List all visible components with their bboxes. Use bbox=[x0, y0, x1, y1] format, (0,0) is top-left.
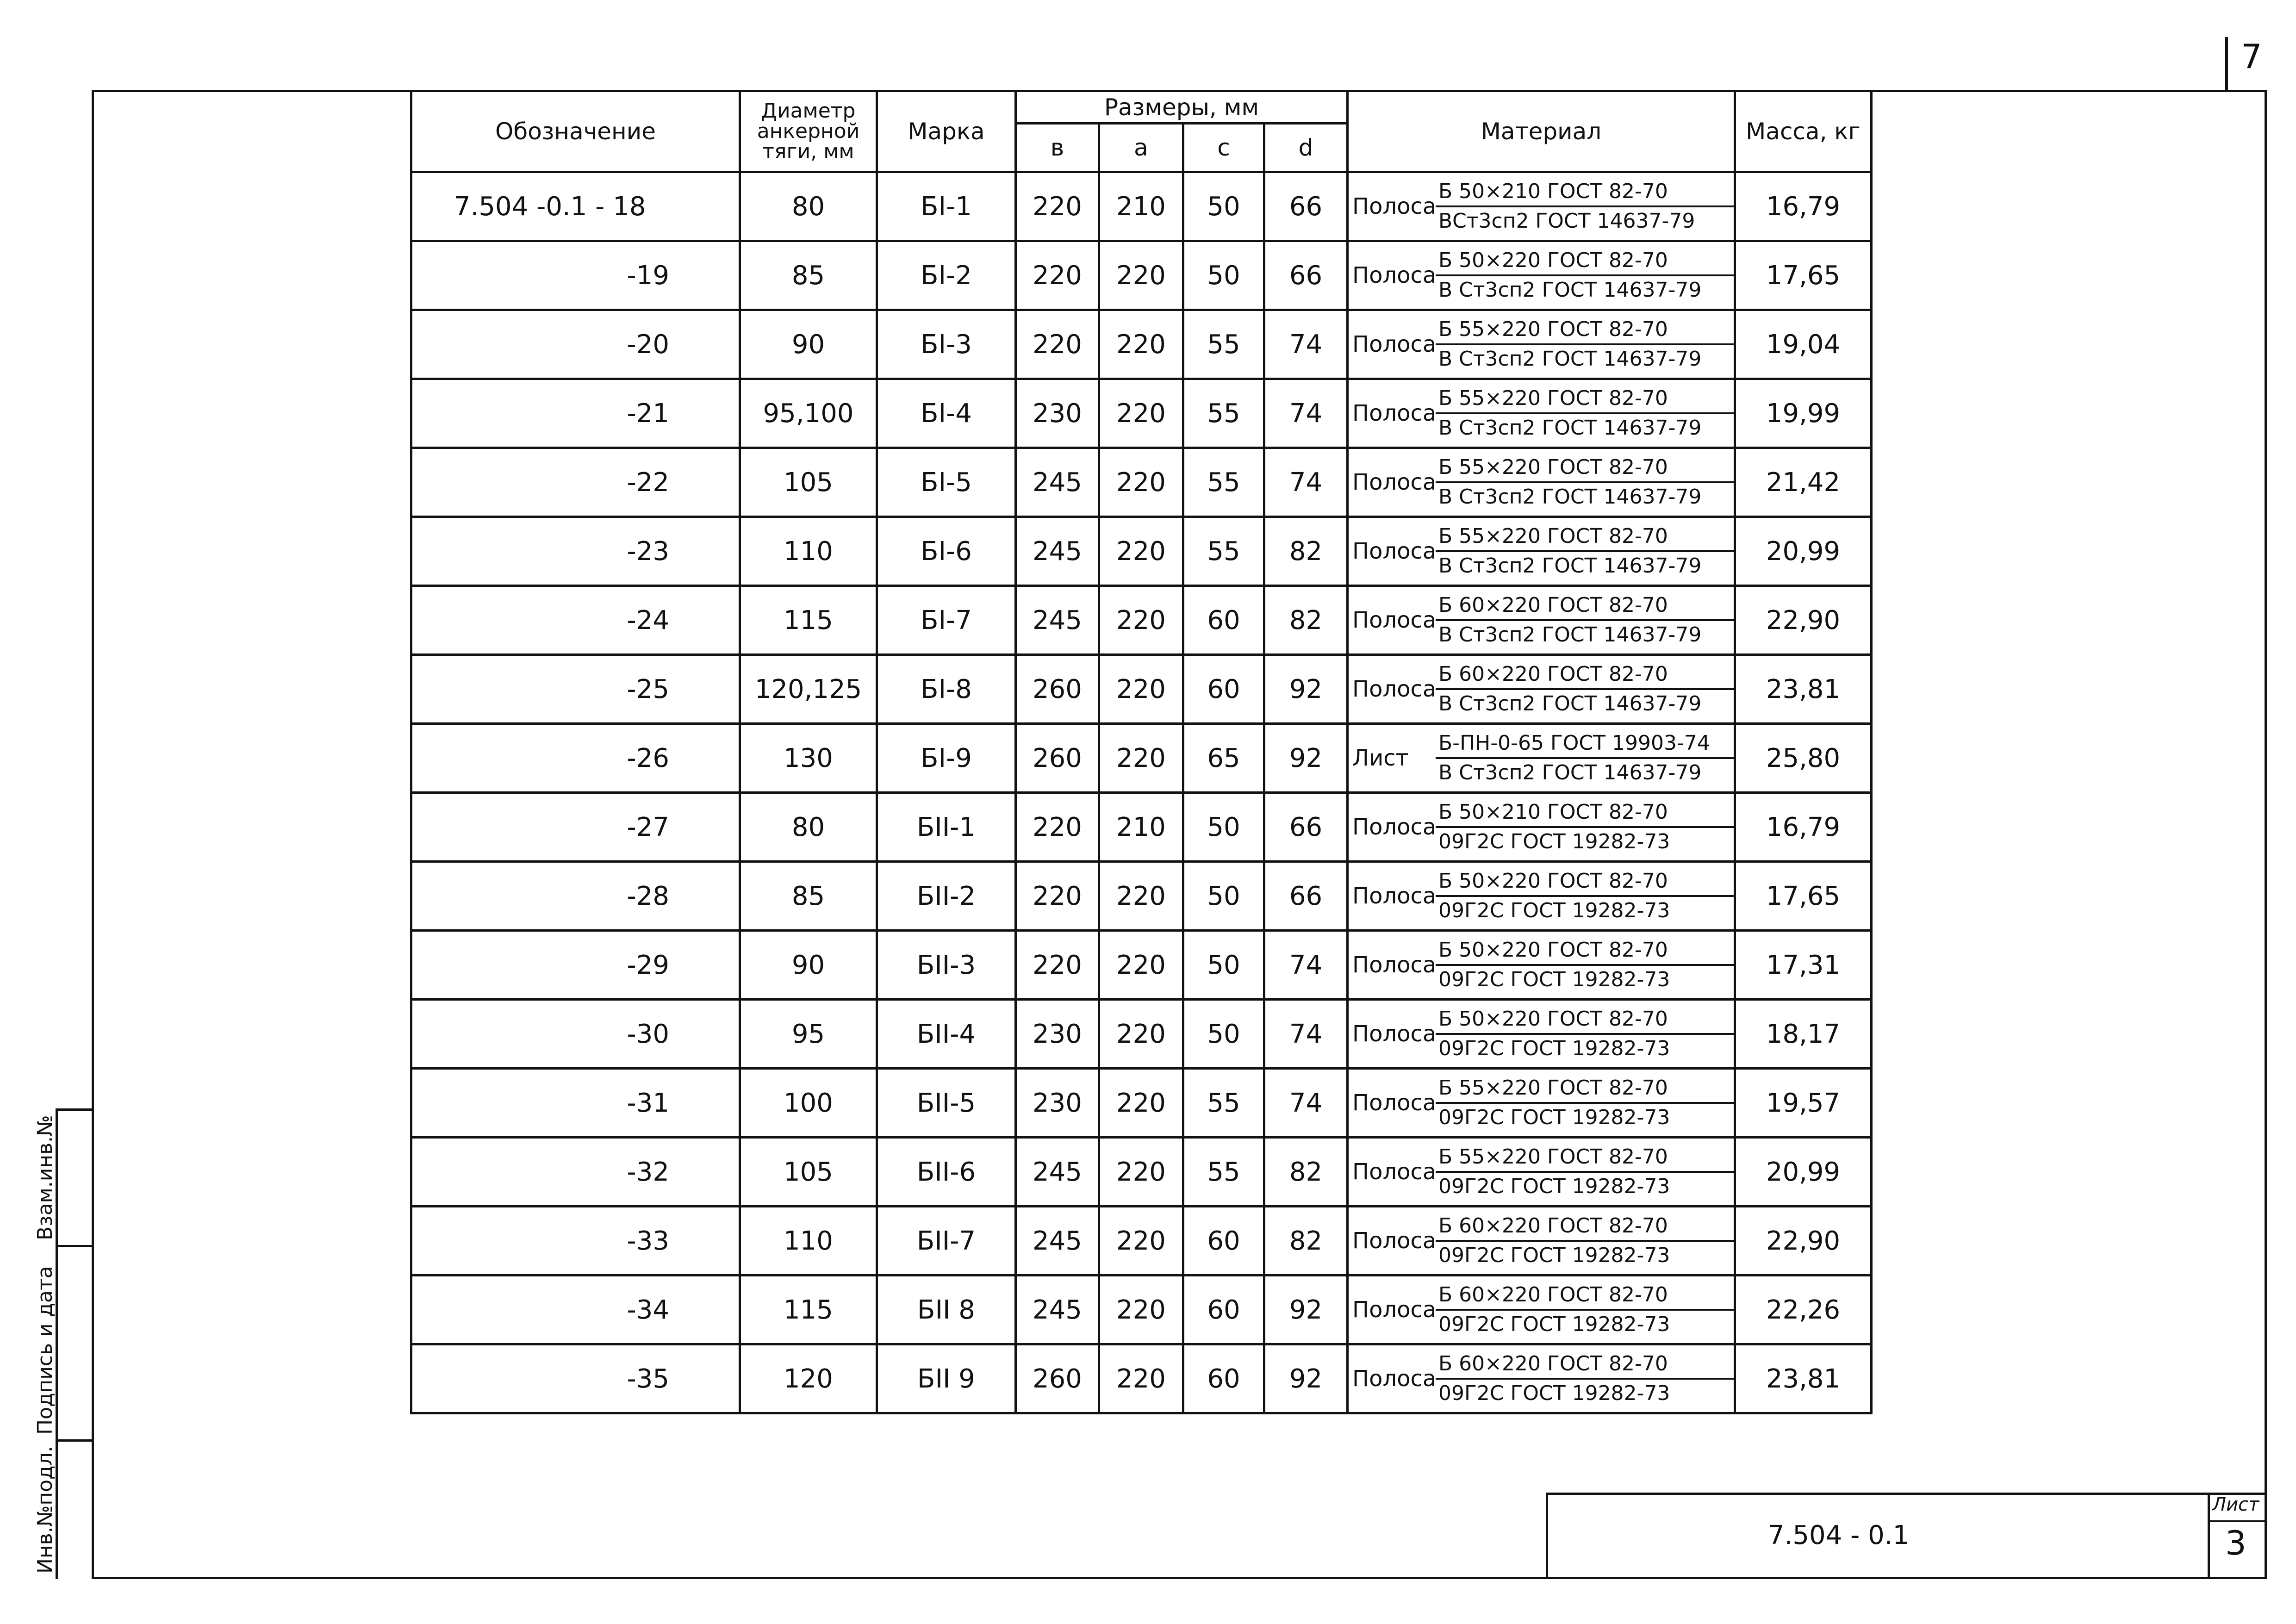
cell-mass: 19,57 bbox=[1735, 1069, 1872, 1138]
cell-c: 55 bbox=[1183, 310, 1264, 379]
binding-sep-1 bbox=[56, 1108, 93, 1111]
cell-material bbox=[1348, 931, 1735, 1000]
cell-material bbox=[1348, 241, 1735, 310]
cell-c: 55 bbox=[1183, 517, 1264, 586]
cell-d: 74 bbox=[1264, 1000, 1348, 1069]
material-type: Полоса bbox=[1352, 1366, 1437, 1392]
material-profile: Б 50×220 ГОСТ 82-70 bbox=[1436, 867, 1734, 897]
cell-d: 66 bbox=[1264, 862, 1348, 931]
cell-material bbox=[1348, 586, 1735, 655]
material-steel: В Ст3сп2 ГОСТ 14637-79 bbox=[1438, 623, 1702, 647]
cell-mass: 21,42 bbox=[1735, 448, 1872, 517]
material-fraction bbox=[1436, 867, 1734, 925]
cell-mass: 17,65 bbox=[1735, 862, 1872, 931]
cell-b: 245 bbox=[1016, 586, 1099, 655]
cell-dia: 80 bbox=[740, 793, 877, 862]
cell-a: 220 bbox=[1099, 931, 1183, 1000]
cell-d: 74 bbox=[1264, 931, 1348, 1000]
cell-des: -26 bbox=[411, 724, 740, 793]
cell-dia: 95,100 bbox=[740, 379, 877, 448]
cell-material bbox=[1348, 1069, 1735, 1138]
cell-mass: 16,79 bbox=[1735, 172, 1872, 241]
material-type: Полоса bbox=[1352, 814, 1437, 840]
cell-des: -33 bbox=[411, 1207, 740, 1276]
cell-des: -34 bbox=[411, 1276, 740, 1344]
cell-a: 220 bbox=[1099, 1000, 1183, 1069]
cell-dia: 90 bbox=[740, 310, 877, 379]
cell-material bbox=[1348, 517, 1735, 586]
cell-a: 210 bbox=[1099, 172, 1183, 241]
cell-b: 245 bbox=[1016, 1138, 1099, 1207]
cell-mass: 23,81 bbox=[1735, 1344, 1872, 1413]
cell-b: 260 bbox=[1016, 655, 1099, 724]
cell-mass: 22,26 bbox=[1735, 1276, 1872, 1344]
table-row bbox=[411, 862, 1872, 931]
cell-mark: БII-1 bbox=[877, 793, 1016, 862]
cell-c: 55 bbox=[1183, 1138, 1264, 1207]
material-profile: Б 50×220 ГОСТ 82-70 bbox=[1436, 1005, 1734, 1035]
material-fraction bbox=[1436, 1143, 1734, 1201]
cell-mark: БI-1 bbox=[877, 172, 1016, 241]
cell-dia: 115 bbox=[740, 586, 877, 655]
cell-material bbox=[1348, 172, 1735, 241]
header-dim-d: d bbox=[1264, 124, 1348, 172]
cell-mark: БII 8 bbox=[877, 1276, 1016, 1344]
cell-a: 220 bbox=[1099, 1069, 1183, 1138]
cell-des: -21 bbox=[411, 379, 740, 448]
cell-a: 220 bbox=[1099, 586, 1183, 655]
cell-c: 60 bbox=[1183, 1207, 1264, 1276]
cell-c: 55 bbox=[1183, 448, 1264, 517]
cell-mass: 19,99 bbox=[1735, 379, 1872, 448]
cell-mass: 22,90 bbox=[1735, 586, 1872, 655]
header-mark: Марка bbox=[877, 91, 1016, 172]
cell-des: -20 bbox=[411, 310, 740, 379]
cell-a: 220 bbox=[1099, 1276, 1183, 1344]
material-type: Полоса bbox=[1352, 400, 1437, 426]
cell-material bbox=[1348, 862, 1735, 931]
cell-b: 220 bbox=[1016, 931, 1099, 1000]
cell-dia: 100 bbox=[740, 1069, 877, 1138]
material-steel: 09Г2С ГОСТ 19282-73 bbox=[1438, 968, 1670, 991]
cell-dia: 120 bbox=[740, 1344, 877, 1413]
cell-a: 220 bbox=[1099, 724, 1183, 793]
sheet-label: Лист bbox=[2212, 1494, 2259, 1515]
material-fraction bbox=[1436, 385, 1734, 442]
cell-material bbox=[1348, 793, 1735, 862]
cell-mark: БI-5 bbox=[877, 448, 1016, 517]
cell-material bbox=[1348, 1138, 1735, 1207]
cell-d: 82 bbox=[1264, 1207, 1348, 1276]
cell-des: -22 bbox=[411, 448, 740, 517]
cell-a: 220 bbox=[1099, 1344, 1183, 1413]
cell-des: -32 bbox=[411, 1138, 740, 1207]
cell-mass: 23,81 bbox=[1735, 655, 1872, 724]
cell-mark: БII-3 bbox=[877, 931, 1016, 1000]
material-profile: Б 55×220 ГОСТ 82-70 bbox=[1436, 454, 1734, 483]
material-steel: 09Г2С ГОСТ 19282-73 bbox=[1438, 1175, 1670, 1198]
material-steel: 09Г2С ГОСТ 19282-73 bbox=[1438, 899, 1670, 922]
cell-b: 220 bbox=[1016, 241, 1099, 310]
cell-des: -30 bbox=[411, 1000, 740, 1069]
cell-b: 230 bbox=[1016, 379, 1099, 448]
cell-d: 66 bbox=[1264, 172, 1348, 241]
material-type: Полоса bbox=[1352, 1159, 1437, 1185]
material-steel: 09Г2С ГОСТ 19282-73 bbox=[1438, 1313, 1670, 1336]
cell-a: 220 bbox=[1099, 862, 1183, 931]
cell-dia: 120,125 bbox=[740, 655, 877, 724]
material-fraction bbox=[1436, 178, 1734, 235]
material-steel: В Ст3сп2 ГОСТ 14637-79 bbox=[1438, 416, 1702, 440]
header-dim-b: в bbox=[1016, 124, 1099, 172]
page-number: 7 bbox=[2241, 37, 2262, 76]
material-type: Полоса bbox=[1352, 607, 1437, 633]
material-profile: Б 60×220 ГОСТ 82-70 bbox=[1436, 1281, 1734, 1311]
material-type: Полоса bbox=[1352, 952, 1437, 978]
cell-d: 82 bbox=[1264, 1138, 1348, 1207]
title-block-divider bbox=[2208, 1493, 2210, 1579]
cell-mark: БI-9 bbox=[877, 724, 1016, 793]
header-dimensions: Размеры, мм bbox=[1016, 91, 1348, 124]
document-code: 7.504 - 0.1 bbox=[1768, 1520, 1910, 1550]
cell-b: 245 bbox=[1016, 1276, 1099, 1344]
cell-d: 92 bbox=[1264, 1344, 1348, 1413]
cell-mass: 20,99 bbox=[1735, 517, 1872, 586]
cell-material bbox=[1348, 1000, 1735, 1069]
sheet-number: 3 bbox=[2225, 1524, 2246, 1562]
cell-dia: 110 bbox=[740, 1207, 877, 1276]
cell-d: 66 bbox=[1264, 241, 1348, 310]
material-steel: 09Г2С ГОСТ 19282-73 bbox=[1438, 1244, 1670, 1267]
cell-des: 7.504 -0.1 - 18 bbox=[411, 172, 740, 241]
cell-dia: 115 bbox=[740, 1276, 877, 1344]
sheet-cell-divider bbox=[2208, 1520, 2267, 1522]
material-profile: Б-ПН-0-65 ГОСТ 19903-74 bbox=[1436, 729, 1734, 759]
table-row bbox=[411, 1207, 1872, 1276]
material-profile: Б 50×210 ГОСТ 82-70 bbox=[1436, 798, 1734, 828]
material-profile: Б 55×220 ГОСТ 82-70 bbox=[1436, 523, 1734, 552]
material-steel: В Ст3сп2 ГОСТ 14637-79 bbox=[1438, 485, 1702, 509]
cell-mass: 19,04 bbox=[1735, 310, 1872, 379]
cell-c: 65 bbox=[1183, 724, 1264, 793]
material-type: Полоса bbox=[1352, 676, 1437, 702]
material-profile: Б 50×210 ГОСТ 82-70 bbox=[1436, 178, 1734, 207]
cell-b: 245 bbox=[1016, 517, 1099, 586]
cell-b: 230 bbox=[1016, 1069, 1099, 1138]
material-type: Полоса bbox=[1352, 331, 1437, 357]
cell-c: 50 bbox=[1183, 172, 1264, 241]
table-row bbox=[411, 793, 1872, 862]
material-profile: Б 60×220 ГОСТ 82-70 bbox=[1436, 1350, 1734, 1380]
material-fraction bbox=[1436, 798, 1734, 856]
cell-des: -35 bbox=[411, 1344, 740, 1413]
cell-c: 60 bbox=[1183, 655, 1264, 724]
table-row bbox=[411, 517, 1872, 586]
cell-mass: 20,99 bbox=[1735, 1138, 1872, 1207]
material-profile: Б 60×220 ГОСТ 82-70 bbox=[1436, 660, 1734, 690]
material-type: Полоса bbox=[1352, 469, 1437, 495]
cell-a: 220 bbox=[1099, 379, 1183, 448]
cell-material bbox=[1348, 1276, 1735, 1344]
cell-mark: БII-7 bbox=[877, 1207, 1016, 1276]
cell-a: 220 bbox=[1099, 1207, 1183, 1276]
cell-material bbox=[1348, 448, 1735, 517]
cell-mass: 22,90 bbox=[1735, 1207, 1872, 1276]
material-type: Лист bbox=[1352, 745, 1409, 771]
cell-b: 220 bbox=[1016, 310, 1099, 379]
cell-a: 220 bbox=[1099, 448, 1183, 517]
table-row bbox=[411, 724, 1872, 793]
material-fraction bbox=[1436, 454, 1734, 511]
material-steel: В Ст3сп2 ГОСТ 14637-79 bbox=[1438, 278, 1702, 302]
cell-c: 60 bbox=[1183, 1344, 1264, 1413]
cell-material bbox=[1348, 1344, 1735, 1413]
cell-b: 220 bbox=[1016, 172, 1099, 241]
inv-duplicate-label: Взам.инв.№ bbox=[33, 1115, 57, 1240]
material-steel: 09Г2С ГОСТ 19282-73 bbox=[1438, 1037, 1670, 1060]
material-profile: Б 60×220 ГОСТ 82-70 bbox=[1436, 591, 1734, 621]
material-type: Полоса bbox=[1352, 262, 1437, 288]
cell-des: -19 bbox=[411, 241, 740, 310]
cell-d: 82 bbox=[1264, 517, 1348, 586]
cell-mark: БI-2 bbox=[877, 241, 1016, 310]
cell-des: -23 bbox=[411, 517, 740, 586]
header-dim-c: с bbox=[1183, 124, 1264, 172]
material-fraction bbox=[1436, 729, 1734, 787]
cell-mark: БI-3 bbox=[877, 310, 1016, 379]
cell-d: 92 bbox=[1264, 1276, 1348, 1344]
material-profile: Б 55×220 ГОСТ 82-70 bbox=[1436, 385, 1734, 414]
cell-c: 50 bbox=[1183, 931, 1264, 1000]
cell-mass: 17,31 bbox=[1735, 931, 1872, 1000]
page-number-divider bbox=[2225, 37, 2228, 90]
cell-c: 55 bbox=[1183, 1069, 1264, 1138]
cell-mass: 25,80 bbox=[1735, 724, 1872, 793]
cell-material bbox=[1348, 310, 1735, 379]
material-steel: 09Г2С ГОСТ 19282-73 bbox=[1438, 830, 1670, 853]
material-fraction bbox=[1436, 936, 1734, 994]
material-type: Полоса bbox=[1352, 1090, 1437, 1116]
header-diameter: Диаметр анкерной тяги, мм bbox=[740, 91, 877, 172]
material-steel: В Ст3сп2 ГОСТ 14637-79 bbox=[1438, 347, 1702, 371]
material-profile: Б 50×220 ГОСТ 82-70 bbox=[1436, 936, 1734, 966]
material-steel: ВСт3сп2 ГОСТ 14637-79 bbox=[1438, 209, 1695, 233]
material-type: Полоса bbox=[1352, 1021, 1437, 1047]
table-row bbox=[411, 1138, 1872, 1207]
header-material: Материал bbox=[1348, 91, 1735, 172]
cell-c: 50 bbox=[1183, 793, 1264, 862]
table-row bbox=[411, 1276, 1872, 1344]
material-type: Полоса bbox=[1352, 193, 1437, 219]
table-row bbox=[411, 1344, 1872, 1413]
material-fraction bbox=[1436, 1212, 1734, 1269]
cell-c: 60 bbox=[1183, 586, 1264, 655]
binding-sep-2 bbox=[56, 1245, 93, 1247]
cell-d: 92 bbox=[1264, 724, 1348, 793]
material-profile: Б 55×220 ГОСТ 82-70 bbox=[1436, 1074, 1734, 1104]
cell-dia: 110 bbox=[740, 517, 877, 586]
cell-mark: БI-8 bbox=[877, 655, 1016, 724]
cell-d: 74 bbox=[1264, 448, 1348, 517]
cell-c: 60 bbox=[1183, 1276, 1264, 1344]
material-fraction bbox=[1436, 660, 1734, 718]
material-type: Полоса bbox=[1352, 883, 1437, 909]
table-row bbox=[411, 172, 1872, 241]
cell-mark: БII-6 bbox=[877, 1138, 1016, 1207]
cell-b: 245 bbox=[1016, 448, 1099, 517]
cell-d: 82 bbox=[1264, 586, 1348, 655]
cell-dia: 85 bbox=[740, 862, 877, 931]
material-fraction bbox=[1436, 1350, 1734, 1407]
table-row bbox=[411, 379, 1872, 448]
cell-b: 260 bbox=[1016, 1344, 1099, 1413]
cell-c: 50 bbox=[1183, 862, 1264, 931]
cell-d: 92 bbox=[1264, 655, 1348, 724]
cell-material bbox=[1348, 724, 1735, 793]
material-type: Полоса bbox=[1352, 538, 1437, 564]
material-steel: 09Г2С ГОСТ 19282-73 bbox=[1438, 1106, 1670, 1129]
cell-a: 220 bbox=[1099, 655, 1183, 724]
cell-c: 50 bbox=[1183, 1000, 1264, 1069]
header-dim-a: а bbox=[1099, 124, 1183, 172]
material-type: Полоса bbox=[1352, 1228, 1437, 1254]
material-profile: Б 55×220 ГОСТ 82-70 bbox=[1436, 316, 1734, 345]
cell-mass: 18,17 bbox=[1735, 1000, 1872, 1069]
cell-a: 220 bbox=[1099, 517, 1183, 586]
table-row bbox=[411, 448, 1872, 517]
cell-mass: 16,79 bbox=[1735, 793, 1872, 862]
cell-mark: БI-6 bbox=[877, 517, 1016, 586]
material-profile: Б 60×220 ГОСТ 82-70 bbox=[1436, 1212, 1734, 1242]
table-row bbox=[411, 310, 1872, 379]
cell-des: -31 bbox=[411, 1069, 740, 1138]
cell-mark: БII-4 bbox=[877, 1000, 1016, 1069]
cell-b: 220 bbox=[1016, 862, 1099, 931]
cell-c: 55 bbox=[1183, 379, 1264, 448]
cell-mark: БI-4 bbox=[877, 379, 1016, 448]
cell-b: 230 bbox=[1016, 1000, 1099, 1069]
cell-mass: 17,65 bbox=[1735, 241, 1872, 310]
inv-original-label: Инв.№подл. bbox=[33, 1446, 57, 1574]
cell-des: -25 bbox=[411, 655, 740, 724]
header-designation: Обозначение bbox=[411, 91, 740, 172]
cell-dia: 90 bbox=[740, 931, 877, 1000]
material-fraction bbox=[1436, 1005, 1734, 1063]
header-mass: Масса, кг bbox=[1735, 91, 1872, 172]
material-steel: 09Г2С ГОСТ 19282-73 bbox=[1438, 1381, 1670, 1405]
material-type: Полоса bbox=[1352, 1297, 1437, 1323]
specification-table bbox=[410, 90, 1873, 1414]
material-steel: В Ст3сп2 ГОСТ 14637-79 bbox=[1438, 761, 1702, 784]
material-fraction bbox=[1436, 591, 1734, 649]
cell-dia: 130 bbox=[740, 724, 877, 793]
cell-c: 50 bbox=[1183, 241, 1264, 310]
material-profile: Б 50×220 ГОСТ 82-70 bbox=[1436, 247, 1734, 276]
cell-a: 220 bbox=[1099, 1138, 1183, 1207]
cell-material bbox=[1348, 655, 1735, 724]
table-row bbox=[411, 1069, 1872, 1138]
material-fraction bbox=[1436, 1281, 1734, 1338]
table-row bbox=[411, 241, 1872, 310]
cell-des: -27 bbox=[411, 793, 740, 862]
table-row bbox=[411, 655, 1872, 724]
cell-d: 74 bbox=[1264, 379, 1348, 448]
cell-des: -24 bbox=[411, 586, 740, 655]
table-row bbox=[411, 1000, 1872, 1069]
cell-a: 220 bbox=[1099, 310, 1183, 379]
cell-mark: БI-7 bbox=[877, 586, 1016, 655]
cell-dia: 105 bbox=[740, 448, 877, 517]
table-row bbox=[411, 931, 1872, 1000]
cell-material bbox=[1348, 379, 1735, 448]
sign-date-label: Подпись и дата bbox=[33, 1266, 57, 1435]
material-fraction bbox=[1436, 316, 1734, 373]
cell-dia: 95 bbox=[740, 1000, 877, 1069]
cell-des: -29 bbox=[411, 931, 740, 1000]
cell-mark: БII-2 bbox=[877, 862, 1016, 931]
cell-mark: БII-5 bbox=[877, 1069, 1016, 1138]
cell-d: 74 bbox=[1264, 1069, 1348, 1138]
cell-a: 220 bbox=[1099, 241, 1183, 310]
cell-b: 245 bbox=[1016, 1207, 1099, 1276]
material-fraction bbox=[1436, 247, 1734, 304]
cell-material bbox=[1348, 1207, 1735, 1276]
cell-dia: 80 bbox=[740, 172, 877, 241]
material-fraction bbox=[1436, 523, 1734, 580]
material-profile: Б 55×220 ГОСТ 82-70 bbox=[1436, 1143, 1734, 1173]
cell-dia: 85 bbox=[740, 241, 877, 310]
cell-d: 74 bbox=[1264, 310, 1348, 379]
cell-d: 66 bbox=[1264, 793, 1348, 862]
cell-b: 220 bbox=[1016, 793, 1099, 862]
binding-sep-3 bbox=[56, 1439, 93, 1442]
cell-b: 260 bbox=[1016, 724, 1099, 793]
material-steel: В Ст3сп2 ГОСТ 14637-79 bbox=[1438, 554, 1702, 578]
material-steel: В Ст3сп2 ГОСТ 14637-79 bbox=[1438, 692, 1702, 716]
cell-mark: БII 9 bbox=[877, 1344, 1016, 1413]
cell-des: -28 bbox=[411, 862, 740, 931]
table-row bbox=[411, 586, 1872, 655]
cell-a: 210 bbox=[1099, 793, 1183, 862]
cell-dia: 105 bbox=[740, 1138, 877, 1207]
material-fraction bbox=[1436, 1074, 1734, 1132]
